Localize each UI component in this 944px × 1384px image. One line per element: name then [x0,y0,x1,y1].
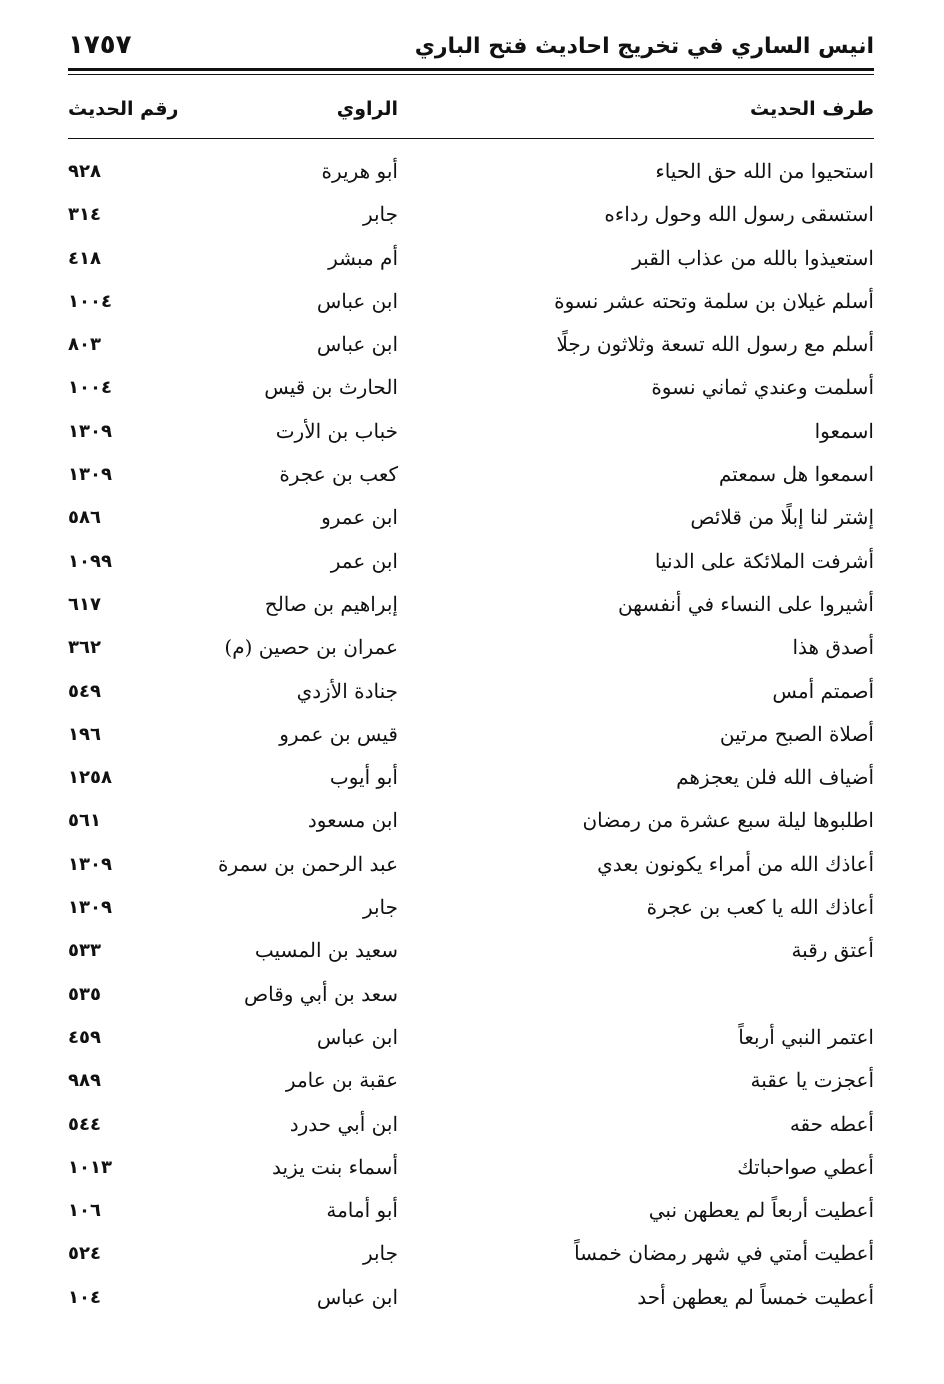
hadith-opening-text: أعطيت أمتي في شهر رمضان خمساً [574,1241,874,1266]
table-row [68,237,874,280]
hadith-index-table [68,150,874,1319]
hadith-number: ٥٤٤ [68,1113,101,1135]
hadith-number: ١٣٠٩ [68,897,112,919]
narrator-name: ابن عباس [316,288,398,313]
narrator-name: سعيد بن المسيب [254,938,398,963]
hadith-number: ١٣٠٩ [68,464,112,486]
narrator-name: ابن أبي حدرد [289,1111,398,1136]
hadith-number: ١٢٥٨ [68,767,112,789]
hadith-number: ١٠٤ [68,1286,101,1308]
hadith-opening-text: أسلمت وعندي ثماني نسوة [651,375,874,400]
hadith-number: ١٠١٣ [68,1156,112,1178]
column-headers [68,98,874,130]
hadith-number: ٣١٤ [68,204,101,226]
hadith-number: ١٠٦ [68,1200,101,1222]
hadith-opening-text: أسلم مع رسول الله تسعة وثلاثون رجلًا [556,332,874,357]
hadith-number: ١٣٠٩ [68,853,112,875]
hadith-opening-text: أضياف الله فلن يعجزهم [676,765,874,790]
narrator-name: جابر [362,1241,398,1266]
column-header-rule [68,138,874,139]
book-title: انيس الساري في تخريج احاديث فتح الباري [414,34,874,59]
table-row [68,1232,874,1275]
table-row [68,1103,874,1146]
narrator-name: جابر [362,202,398,227]
page-number: ١٧٥٧ [68,30,132,60]
hadith-number: ١٠٠٤ [68,290,112,312]
narrator-name: ابن عمر [330,548,398,573]
hadith-opening-text: إشتر لنا إبلًا من قلائص [690,505,874,530]
hadith-number: ٨٠٣ [68,334,101,356]
table-row [68,583,874,626]
hadith-number: ١٠٠٤ [68,377,112,399]
table-row [68,1059,874,1102]
hadith-number: ٩٨٩ [68,1070,101,1092]
hadith-opening-text: اطلبوها ليلة سبع عشرة من رمضان [582,808,874,833]
hadith-opening-text: اسمعوا هل سمعتم [718,462,874,487]
hadith-opening-text: استعيذوا بالله من عذاب القبر [632,245,874,270]
table-row [68,540,874,583]
narrator-name: جنادة الأزدي [296,678,398,703]
table-row [68,280,874,323]
narrator-name: ابن عباس [316,1024,398,1049]
narrator-name: أبو هريرة [321,159,398,183]
table-row [68,799,874,842]
hadith-opening-text: أعجزت يا عقبة [750,1068,874,1093]
narrator-name: عبد الرحمن بن سمرة [218,851,398,876]
table-row [68,366,874,409]
hadith-number: ١٩٦ [68,723,101,745]
table-row [68,756,874,799]
table-row [68,323,874,366]
narrator-name: جابر [362,895,398,920]
table-row [68,670,874,713]
hadith-opening-text: أعطي صواحباتك [737,1154,874,1179]
table-row [68,973,874,1016]
column-header-hadith: طرف الحديث [750,98,874,120]
hadith-number: ٥٣٣ [68,940,101,962]
hadith-opening-text: أعطيت أربعاً لم يعطهن نبي [648,1198,874,1223]
hadith-opening-text: استسقى رسول الله وحول رداءه [604,202,874,227]
narrator-name: الحارث بن قيس [264,375,398,400]
table-row [68,1016,874,1059]
narrator-name: عمران بن حصين (م) [224,635,398,660]
hadith-number: ١٠٩٩ [68,550,112,572]
table-row [68,626,874,669]
hadith-number: ٥٦١ [68,810,101,832]
table-row [68,410,874,453]
narrator-name: سعد بن أبي وقاص [243,981,398,1006]
hadith-opening-text: أسلم غيلان بن سلمة وتحته عشر نسوة [554,288,874,313]
narrator-name: أسماء بنت يزيد [272,1154,398,1179]
table-row [68,496,874,539]
narrator-name: أم مبشر [328,245,398,270]
table-row [68,193,874,236]
hadith-number: ٥٢٤ [68,1243,101,1265]
table-row [68,929,874,972]
hadith-number: ٥٤٩ [68,680,101,702]
narrator-name: قيس بن عمرو [279,721,398,746]
narrator-name: كعب بن عجرة [279,462,398,487]
hadith-opening-text: أعطه حقه [789,1111,874,1136]
narrator-name: أبو أمامة [326,1198,398,1223]
hadith-opening-text: أعتق رقبة [791,938,874,963]
hadith-opening-text: أعطيت خمساً لم يعطهن أحد [637,1284,874,1309]
hadith-opening-text: أعاذك الله يا كعب بن عجرة [646,895,874,920]
narrator-name: ابن عباس [316,1284,398,1309]
hadith-opening-text: استحيوا من الله حق الحياء [655,159,874,183]
hadith-number: ٩٢٨ [68,161,101,182]
table-row [68,150,874,193]
narrator-name: عقبة بن عامر [285,1068,398,1093]
header-rule-thick [68,68,874,71]
hadith-number: ٦١٧ [68,593,101,615]
hadith-opening-text: اعتمر النبي أربعاً [738,1024,874,1049]
hadith-number: ٥٣٥ [68,983,101,1005]
hadith-opening-text: أصلاة الصبح مرتين [719,721,874,746]
column-header-narrator: الراوي [336,98,398,120]
hadith-opening-text: أصمتم أمس [772,678,874,703]
hadith-opening-text: أعاذك الله من أمراء يكونون بعدي [597,851,874,876]
table-row [68,886,874,929]
hadith-opening-text: أشرفت الملائكة على الدنيا [654,548,874,573]
column-header-number: رقم الحديث [68,98,179,120]
narrator-name: ابن مسعود [307,808,398,833]
table-row [68,453,874,496]
narrator-name: ابن عباس [316,332,398,357]
narrator-name: خباب بن الأرت [275,418,398,443]
hadith-number: ٤١٨ [68,247,101,269]
table-row [68,843,874,886]
narrator-name: إبراهيم بن صالح [264,591,398,616]
hadith-number: ١٣٠٩ [68,420,112,442]
hadith-number: ٤٥٩ [68,1026,101,1048]
table-row [68,713,874,756]
page-header [68,30,874,66]
narrator-name: أبو أيوب [329,765,398,790]
hadith-opening-text: أصدق هذا [792,635,874,660]
narrator-name: ابن عمرو [321,505,398,530]
hadith-opening-text: اسمعوا [814,418,874,443]
table-row [68,1276,874,1319]
hadith-number: ٣٦٢ [68,637,101,659]
header-rule-thin [68,74,874,75]
hadith-number: ٥٨٦ [68,507,101,529]
table-row [68,1189,874,1232]
hadith-opening-text: أشيروا على النساء في أنفسهن [617,591,874,616]
table-row [68,1146,874,1189]
